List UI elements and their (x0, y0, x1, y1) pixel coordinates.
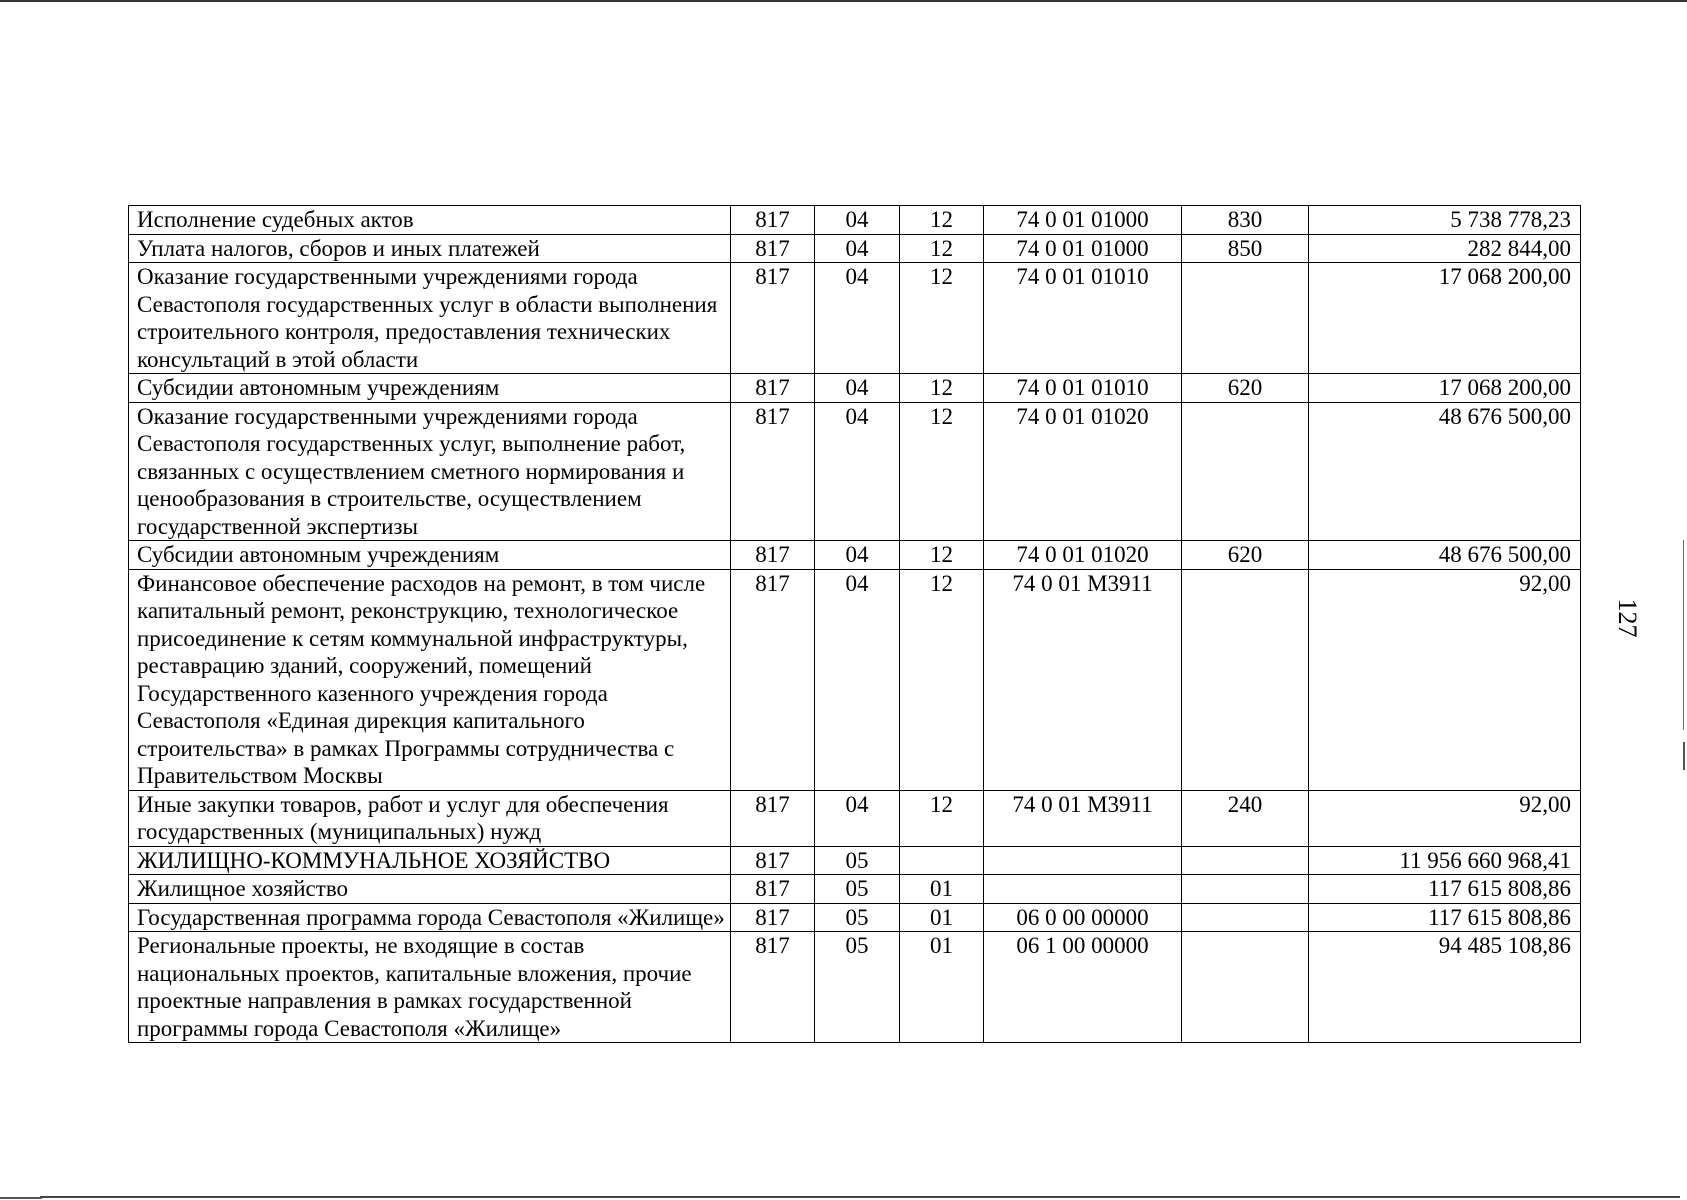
row-name-cell: Субсидии автономным учреждениям (129, 374, 731, 403)
section-code-cell: 05 (815, 932, 900, 1043)
row-name-cell: Исполнение судебных актов (129, 206, 731, 235)
table-row (129, 402, 1581, 541)
subsection-code-cell: 12 (900, 234, 984, 263)
target-article-cell: 74 0 01 01000 (984, 234, 1182, 263)
target-article-cell: 74 0 01 01020 (984, 541, 1182, 570)
expense-type-cell (1182, 932, 1309, 1043)
expense-type-cell (1182, 846, 1309, 875)
row-name-cell: ЖИЛИЩНО-КОММУНАЛЬНОЕ ХОЗЯЙСТВО (129, 846, 731, 875)
expense-type-cell: 620 (1182, 374, 1309, 403)
amount-cell: 11 956 660 968,41 (1309, 846, 1581, 875)
target-article-cell: 74 0 01 01000 (984, 206, 1182, 235)
expense-type-cell: 850 (1182, 234, 1309, 263)
amount-cell: 17 068 200,00 (1309, 374, 1581, 403)
subsection-code-cell: 01 (900, 932, 984, 1043)
table-row (129, 263, 1581, 374)
grbs-code-cell: 817 (731, 206, 815, 235)
table-row (129, 903, 1581, 932)
page-number: 127 (1613, 598, 1642, 638)
grbs-code-cell: 817 (731, 932, 815, 1043)
section-code-cell: 04 (815, 263, 900, 374)
section-code-cell: 04 (815, 234, 900, 263)
target-article-cell: 06 1 00 00000 (984, 932, 1182, 1043)
amount-cell: 48 676 500,00 (1309, 402, 1581, 541)
target-article-cell: 06 0 00 00000 (984, 903, 1182, 932)
section-code-cell: 05 (815, 875, 900, 904)
grbs-code-cell: 817 (731, 846, 815, 875)
table-row (129, 875, 1581, 904)
amount-cell: 92,00 (1309, 569, 1581, 790)
expense-type-cell: 240 (1182, 790, 1309, 846)
grbs-code-cell: 817 (731, 374, 815, 403)
expense-type-cell (1182, 875, 1309, 904)
amount-cell: 117 615 808,86 (1309, 903, 1581, 932)
page-top-edge (0, 0, 1687, 2)
amount-cell: 282 844,00 (1309, 234, 1581, 263)
expense-type-cell: 620 (1182, 541, 1309, 570)
subsection-code-cell: 12 (900, 374, 984, 403)
grbs-code-cell: 817 (731, 234, 815, 263)
subsection-code-cell: 12 (900, 790, 984, 846)
expense-type-cell (1182, 569, 1309, 790)
table-row (129, 541, 1581, 570)
section-code-cell: 04 (815, 569, 900, 790)
grbs-code-cell: 817 (731, 263, 815, 374)
subsection-code-cell: 12 (900, 569, 984, 790)
row-name-cell: Оказание государственными учреждениями города Севастополя государственных услуг в области выполнения строительного контроля, предоставления технических консультаций в этой области (129, 263, 731, 374)
grbs-code-cell: 817 (731, 541, 815, 570)
table-row (129, 206, 1581, 235)
section-code-cell: 04 (815, 374, 900, 403)
scan-mark (0, 1197, 42, 1199)
grbs-code-cell: 817 (731, 402, 815, 541)
grbs-code-cell: 817 (731, 790, 815, 846)
target-article-cell (984, 846, 1182, 875)
row-name-cell: Жилищное хозяйство (129, 875, 731, 904)
budget-table (128, 205, 1581, 1043)
section-code-cell: 05 (815, 846, 900, 875)
target-article-cell: 74 0 01 М3911 (984, 790, 1182, 846)
section-code-cell: 04 (815, 402, 900, 541)
amount-cell: 5 738 778,23 (1309, 206, 1581, 235)
table-row (129, 234, 1581, 263)
row-name-cell: Государственная программа города Севастополя «Жилище» (129, 903, 731, 932)
expense-type-cell (1182, 263, 1309, 374)
subsection-code-cell: 01 (900, 875, 984, 904)
target-article-cell (984, 875, 1182, 904)
table-row (129, 846, 1581, 875)
target-article-cell: 74 0 01 М3911 (984, 569, 1182, 790)
expense-type-cell (1182, 903, 1309, 932)
subsection-code-cell (900, 846, 984, 875)
scan-mark (1683, 742, 1685, 770)
table-body (129, 206, 1581, 1043)
target-article-cell: 74 0 01 01020 (984, 402, 1182, 541)
page-bottom-edge (40, 1196, 1680, 1198)
amount-cell: 92,00 (1309, 790, 1581, 846)
table-row (129, 790, 1581, 846)
subsection-code-cell: 12 (900, 541, 984, 570)
section-code-cell: 05 (815, 903, 900, 932)
target-article-cell: 74 0 01 01010 (984, 374, 1182, 403)
grbs-code-cell: 817 (731, 875, 815, 904)
grbs-code-cell: 817 (731, 903, 815, 932)
row-name-cell: Оказание государственными учреждениями города Севастополя государственных услуг, выполнение работ, связанных с осуществлением сметного нормирования и ценообразования в строительстве, осуществлением государственной экспертизы (129, 402, 731, 541)
amount-cell: 94 485 108,86 (1309, 932, 1581, 1043)
subsection-code-cell: 12 (900, 402, 984, 541)
subsection-code-cell: 12 (900, 263, 984, 374)
amount-cell: 117 615 808,86 (1309, 875, 1581, 904)
expense-type-cell: 830 (1182, 206, 1309, 235)
subsection-code-cell: 01 (900, 903, 984, 932)
target-article-cell: 74 0 01 01010 (984, 263, 1182, 374)
table-row (129, 374, 1581, 403)
section-code-cell: 04 (815, 541, 900, 570)
row-name-cell: Иные закупки товаров, работ и услуг для обеспечения государственных (муниципальных) нужд (129, 790, 731, 846)
table-row (129, 569, 1581, 790)
section-code-cell: 04 (815, 206, 900, 235)
row-name-cell: Финансовое обеспечение расходов на ремонт, в том числе капитальный ремонт, реконструкцию, технологическое присоединение к сетям коммунальной инфраструктуры, реставрацию зданий, сооружений, помещений Государственного казенного учреждения города Севастополя «Единая дирекция капитального строительства» в рамках Программы сотрудничества с Правительством Москвы (129, 569, 731, 790)
amount-cell: 48 676 500,00 (1309, 541, 1581, 570)
subsection-code-cell: 12 (900, 206, 984, 235)
expense-type-cell (1182, 402, 1309, 541)
amount-cell: 17 068 200,00 (1309, 263, 1581, 374)
row-name-cell: Региональные проекты, не входящие в состав национальных проектов, капитальные вложения, прочие проектные направления в рамках государственной программы города Севастополя «Жилище» (129, 932, 731, 1043)
grbs-code-cell: 817 (731, 569, 815, 790)
row-name-cell: Уплата налогов, сборов и иных платежей (129, 234, 731, 263)
scan-mark (1683, 540, 1684, 730)
row-name-cell: Субсидии автономным учреждениям (129, 541, 731, 570)
table-row (129, 932, 1581, 1043)
section-code-cell: 04 (815, 790, 900, 846)
